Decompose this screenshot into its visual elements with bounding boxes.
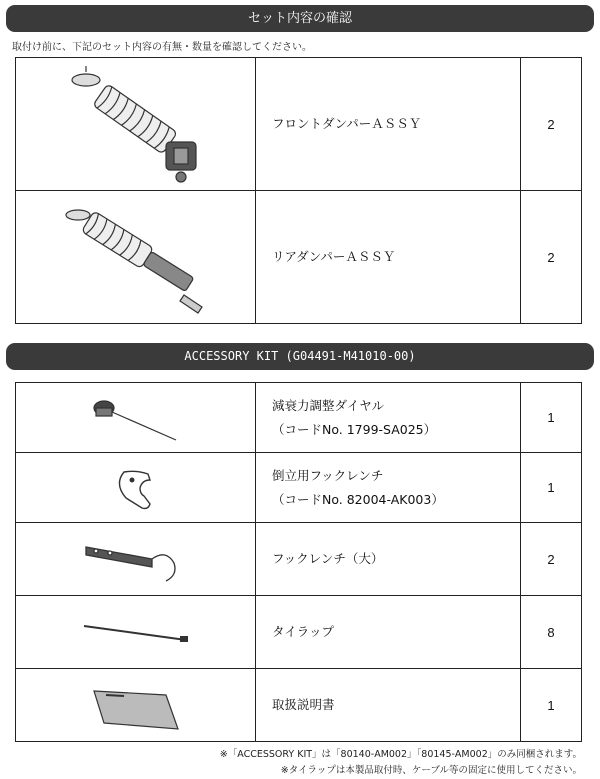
item-name-with-code [256, 383, 521, 453]
rear-damper-cell [16, 191, 256, 324]
section-title-accessory-kit: ACCESSORY KIT (G04491-M41010-00) [6, 343, 594, 370]
inverted-hook-wrench-cell [16, 453, 256, 523]
damping-dial-icon [76, 388, 196, 448]
item-quantity: 2 [521, 58, 582, 191]
table-row [16, 523, 582, 596]
large-hook-wrench-cell [16, 523, 256, 596]
footnote-accessory-kit: ※「ACCESSORY KIT」は「80140-AM002」「80145-AM002」のみ同梱されます。 [219, 749, 582, 760]
item-name: フロントダンパーＡＳＳＹ [256, 58, 521, 191]
table-row [16, 191, 582, 324]
item-name-with-code [256, 453, 521, 523]
cable-tie-cell [16, 596, 256, 669]
table-row [16, 383, 582, 453]
item-quantity: 2 [521, 523, 582, 596]
item-name: 取扱説明書 [256, 669, 521, 742]
item-code: （コードNo. 82004-AK003） [272, 491, 444, 507]
front-damper-icon [56, 62, 216, 187]
damping-dial-cell [16, 383, 256, 453]
accessory-kit-table [15, 382, 582, 742]
item-name: リアダンパーＡＳＳＹ [256, 191, 521, 324]
table-row [16, 596, 582, 669]
item-quantity: 2 [521, 191, 582, 324]
item-quantity: 8 [521, 596, 582, 669]
inverted-hook-wrench-icon [76, 458, 196, 518]
item-name: 減衰力調整ダイヤル [272, 397, 385, 413]
item-name: 倒立用フックレンチ [272, 467, 384, 483]
set-contents-table [15, 57, 582, 324]
large-hook-wrench-icon [76, 529, 196, 589]
table-row [16, 453, 582, 523]
section-title-set-contents: セット内容の確認 [6, 5, 594, 32]
item-quantity: 1 [521, 669, 582, 742]
cable-tie-icon [76, 602, 196, 662]
item-quantity: 1 [521, 453, 582, 523]
item-name: タイラップ [256, 596, 521, 669]
front-damper-cell [16, 58, 256, 191]
manual-icon [76, 675, 196, 735]
item-code: （コードNo. 1799-SA025） [272, 421, 437, 437]
item-name: フックレンチ（大） [256, 523, 521, 596]
intro-text: 取付け前に、下記のセット内容の有無・数量を確認してください。 [12, 42, 312, 53]
manual-cell [16, 669, 256, 742]
rear-damper-icon [56, 195, 216, 320]
footnote-cable-tie: ※タイラップは本製品取付時、ケーブル等の固定に使用してください。 [280, 765, 582, 776]
table-row [16, 58, 582, 191]
table-row [16, 669, 582, 742]
item-quantity: 1 [521, 383, 582, 453]
